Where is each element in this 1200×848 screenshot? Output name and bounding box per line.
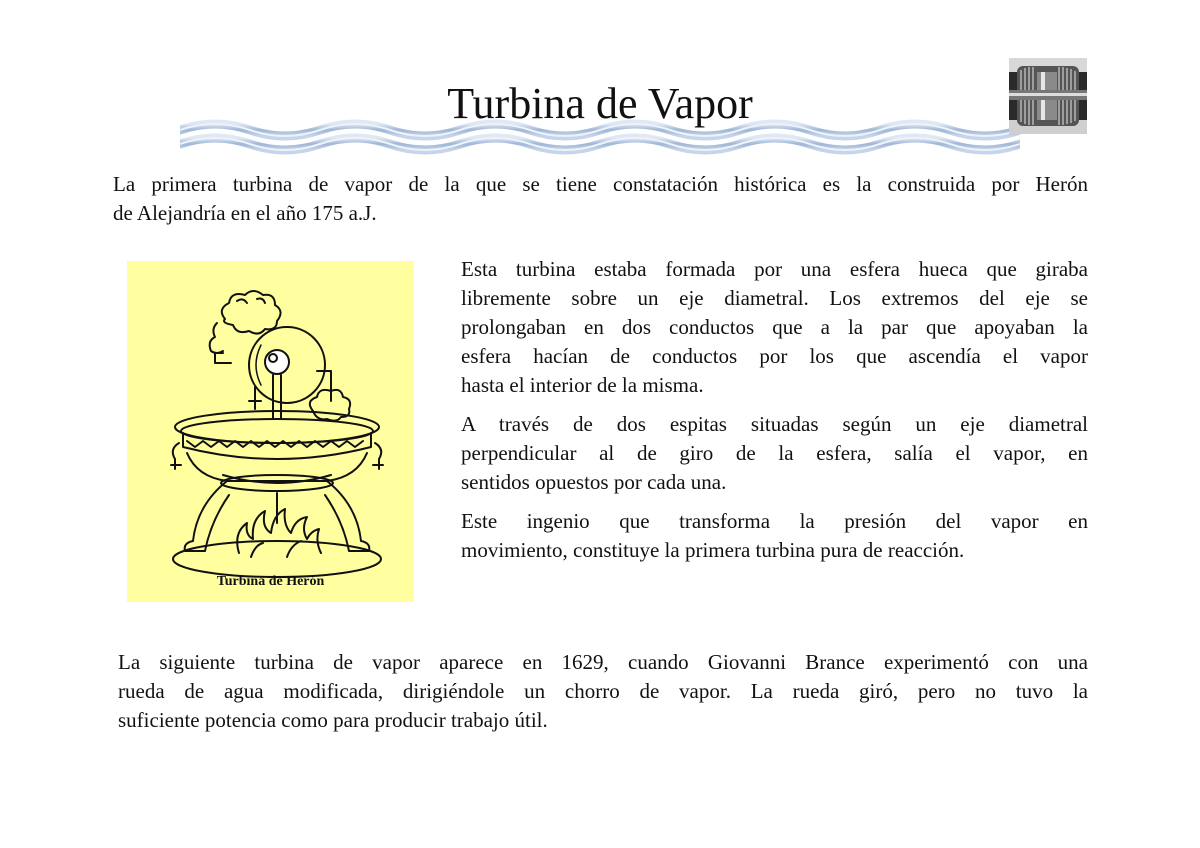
text-line: Este ingenio que transforma la presión del vapor en [461, 509, 1088, 533]
paragraph [461, 255, 1088, 400]
aeolipile-illustration [127, 261, 414, 602]
text-line: libremente sobre un eje diametral. Los extremos del eje se [461, 286, 1088, 310]
steam-turbine-photo [1009, 58, 1087, 134]
page-title: Turbina de Vapor [447, 79, 753, 128]
text-line: de Alejandría en el año 175 a.J. [113, 201, 377, 225]
text-line: suficiente potencia como para producir trabajo útil. [118, 708, 548, 732]
text-line: A través de dos espitas situadas según un eje diametral [461, 412, 1088, 436]
text-line: esfera hacían de conductos por los que ascendía el vapor [461, 344, 1088, 368]
paragraph [461, 507, 1088, 565]
heron-turbine-figure [127, 261, 414, 602]
text-line: movimiento, constituye la primera turbina pura de reacción. [461, 538, 965, 562]
intro-paragraph [113, 170, 1088, 228]
text-line: prolongaban en dos conductos que a la par que apoyaban la [461, 315, 1088, 339]
text-line: hasta el interior de la misma. [461, 373, 704, 397]
paragraph [461, 410, 1088, 497]
text-line: sentidos opuestos por cada una. [461, 470, 727, 494]
wave-divider [180, 116, 1020, 158]
bottom-paragraph [118, 648, 1088, 735]
text-line: La siguiente turbina de vapor aparece en 1629, cuando Giovanni Brance experimentó con una [118, 650, 1088, 674]
figure-caption: Turbina de Herón [216, 574, 325, 589]
text-line: rueda de agua modificada, dirigiéndole un chorro de vapor. La rueda giró, pero no tuvo la [118, 679, 1088, 703]
text-line: Esta turbina estaba formada por una esfera hueca que giraba [461, 257, 1088, 281]
text-line: perpendicular al de giro de la esfera, salía el vapor, en [461, 441, 1088, 465]
description-column [461, 255, 1088, 575]
text-line: La primera turbina de vapor de la que se tiene constatación histórica es la construida por Herón [113, 172, 1088, 196]
